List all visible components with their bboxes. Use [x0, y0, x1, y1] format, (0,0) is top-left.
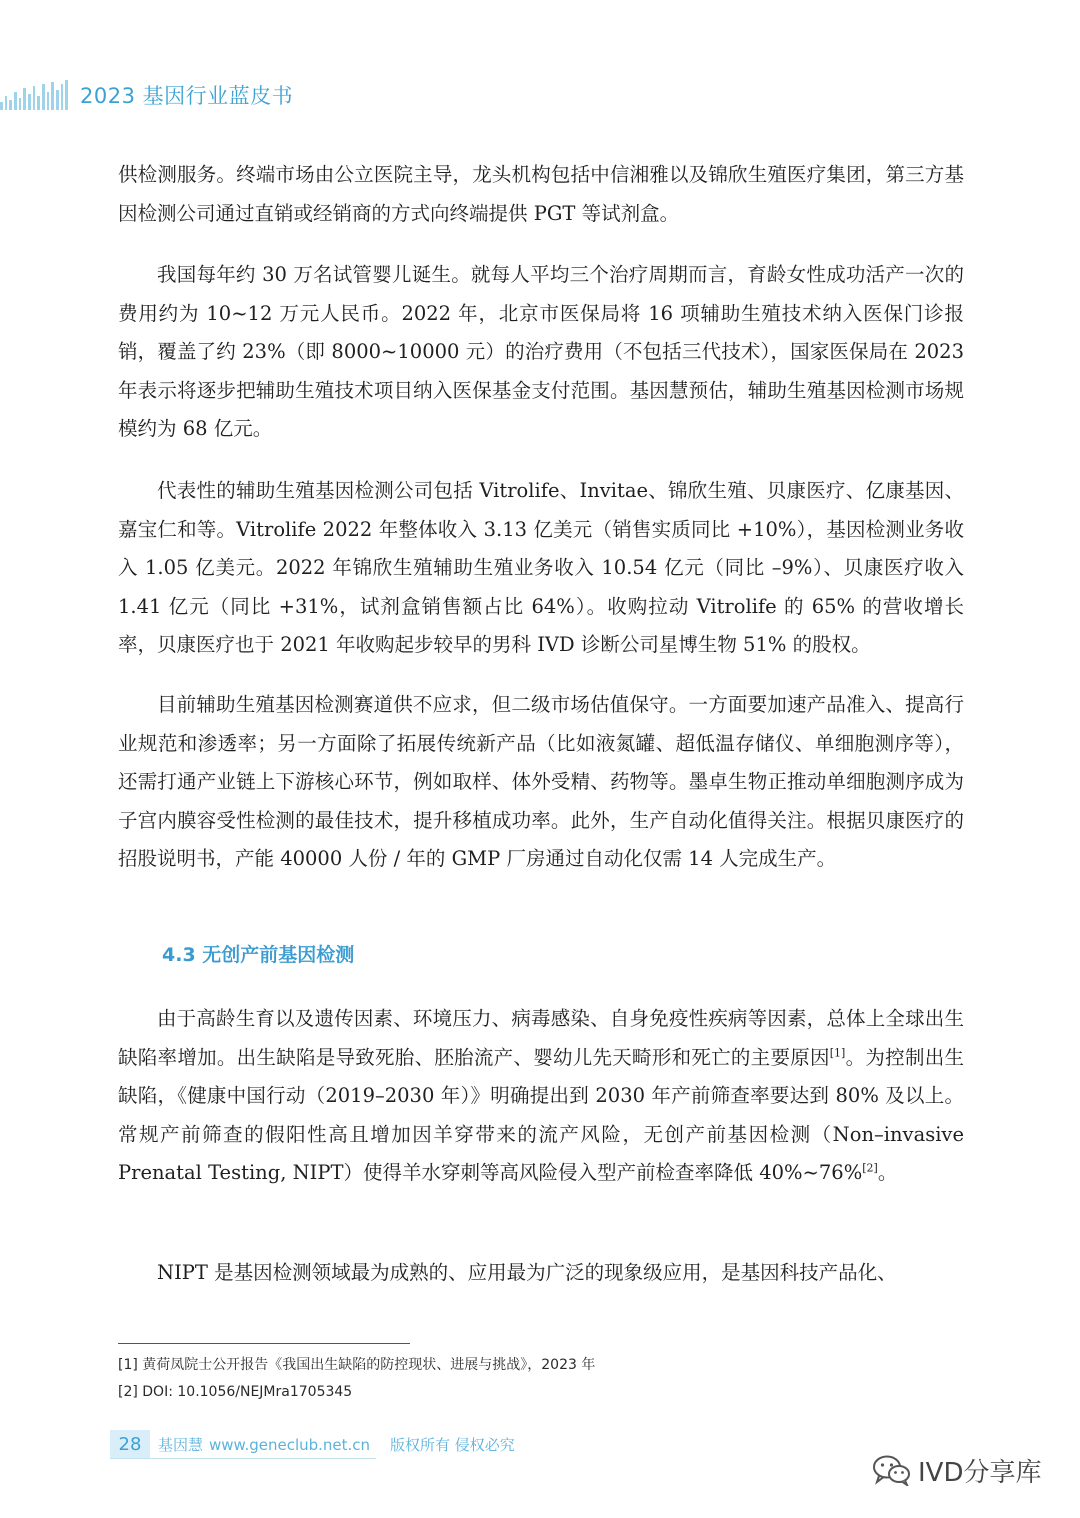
- paragraph-text: [118, 1000, 964, 1193]
- paragraph-text: 代表性的辅助生殖基因检测公司包括 Vitrolife、Invitae、锦欣生殖、贝康医疗、亿康基因、嘉宝仁和等。Vitrolife 2022 年整体收入 3.13 亿美元（销售实质同比 +10%），基因检测业务收入 1.05 亿美元。2022 年锦欣生殖辅助生殖业务收入 10.54 亿元（同比 –9%）、贝康医疗收入 1.41 亿元（同比 +31%，试剂盒销售额占比 64%）。收购拉动 Vitrolife 的 65% 的营收增长率，贝康医疗也于 2021 年收购起步较早的男科 IVD 诊断公司星博生物 51% 的股权。: [118, 479, 964, 656]
- footer-url-link[interactable]: www.geneclub.net.cn: [209, 1436, 371, 1454]
- footer-brand-name: 基因慧: [158, 1436, 204, 1454]
- paragraph-text: NIPT 是基因检测领域最为成熟的、应用最为广泛的现象级应用，是基因科技产品化、: [157, 1261, 897, 1284]
- watermark: [872, 1450, 1041, 1490]
- footnote-divider: [118, 1343, 410, 1344]
- paragraph-text: 目前辅助生殖基因检测赛道供不应求，但二级市场估值保守。一方面要加速产品准入、提高行业规范和渗透率；另一方面除了拓展传统新产品（比如液氮罐、超低温存储仪、单细胞测序等），还需打通产业链上下游核心环节，例如取样、体外受精、药物等。墨卓生物正推动单细胞测序成为子宫内膜容受性检测的最佳技术，提升移植成功率。此外，生产自动化值得关注。根据贝康医疗的招股说明书，产能 40000 人份 / 年的 GMP 厂房通过自动化仅需 14 人完成生产。: [118, 693, 964, 870]
- header-title: 2023 基因行业蓝皮书: [80, 84, 294, 108]
- footnote-2: [2] DOI: 10.1056/NEJMra1705345: [118, 1384, 353, 1400]
- footer-copyright: 版权所有 侵权必究: [390, 1436, 515, 1454]
- paragraph-4: [118, 686, 964, 879]
- footnote-1: [1] 黄荷凤院士公开报告《我国出生缺陷的防控现状、进展与挑战》，2023 年: [118, 1357, 596, 1373]
- paragraph-2: [118, 256, 964, 449]
- wechat-icon: [872, 1454, 912, 1486]
- paragraph-5: [118, 1000, 964, 1193]
- paragraph-1: [118, 156, 964, 233]
- paragraph-6: [118, 1254, 964, 1293]
- paragraph-text: 我国每年约 30 万名试管婴儿诞生。就每人平均三个治疗周期而言，育龄女性成功活产一次的费用约为 10~12 万元人民币。2022 年，北京市医保局将 16 项辅助生殖技术纳入医保门诊报销，覆盖了约 23%（即 8000~10000 元）的治疗费用（不包括三代技术），国家医保局在 2023 年表示将逐步把辅助生殖技术项目纳入医保基金支付范围。基因慧预估，辅助生殖基因检测市场规模约为 68 亿元。: [118, 263, 964, 440]
- footnote-ref-1[interactable]: [1]: [829, 1046, 846, 1059]
- paragraph-text: 供检测服务。终端市场由公立医院主导，龙头机构包括中信湘雅以及锦欣生殖医疗集团，第三方基因检测公司通过直销或经销商的方式向终端提供 PGT 等试剂盒。: [118, 163, 964, 225]
- paragraph-text-part: 由于高龄生育以及遗传因素、环境压力、病毒感染、自身免疫性疾病等因素，总体上全球出生缺陷率增加。出生缺陷是导致死胎、胚胎流产、婴幼儿先天畸形和死亡的主要原因: [118, 1007, 964, 1069]
- header-decoration-bars: [0, 78, 68, 110]
- footer-brand: [158, 1434, 370, 1455]
- watermark-text: IVD分享库: [918, 1457, 1042, 1488]
- footnote-ref-2[interactable]: [2]: [862, 1161, 878, 1175]
- paragraph-3: [118, 472, 964, 665]
- section-heading: 4.3 无创产前基因检测: [162, 944, 355, 966]
- page-number: 28: [110, 1430, 150, 1458]
- paragraph-text-part: 。: [877, 1161, 898, 1184]
- paragraph-text-part: 。为控制出生缺陷，《健康中国行动（2019–2030 年）》明确提出到 2030 年产前筛查率要达到 80% 及以上。常规产前筛查的假阳性高且增加因羊穿带来的流产风险，无创产前基因检测（Non–invasive Prenatal Testing, NIPT）使得羊水穿刺等高风险侵入型产前检查率降低 40%~76%: [118, 1045, 964, 1184]
